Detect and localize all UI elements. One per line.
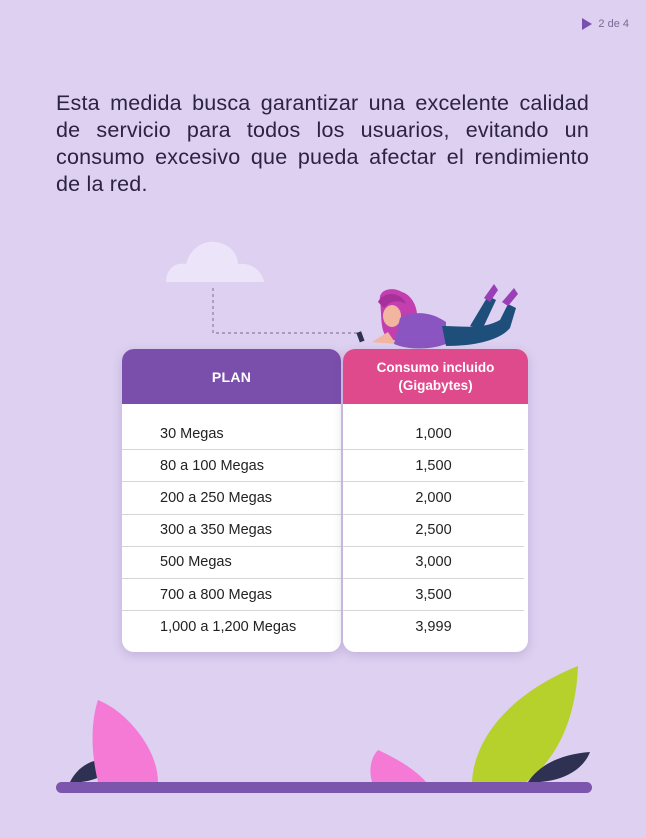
plan-cell: 1,000 a 1,200 Megas (160, 619, 297, 636)
page-indicator-text: 2 de 4 (598, 18, 629, 30)
plan-cell: 30 Megas (122, 418, 341, 450)
consumo-header: Consumo incluido (Gigabytes) (343, 349, 528, 404)
plant-left (70, 700, 158, 782)
consumo-cell: 1,500 (343, 450, 524, 482)
page-indicator (582, 18, 629, 30)
consumo-cell: 2,000 (343, 482, 524, 514)
consumo-cell: 3,000 (343, 547, 524, 579)
plan-cell: 200 a 250 Megas (122, 482, 341, 514)
cloud-icon (166, 242, 264, 282)
woman-illustration (356, 284, 518, 349)
play-icon[interactable] (582, 18, 592, 30)
consumo-cell: 3,999 (415, 619, 452, 636)
plan-cell: 300 a 350 Megas (122, 515, 341, 547)
consumo-column (343, 349, 528, 652)
ground-bar (56, 782, 592, 793)
plan-cell: 80 a 100 Megas (122, 450, 341, 482)
consumo-rows (343, 404, 528, 643)
plan-header: PLAN (122, 349, 341, 404)
plan-cell: 700 a 800 Megas (122, 579, 341, 611)
plan-cell: 500 Megas (122, 547, 341, 579)
plan-column (122, 349, 341, 652)
intro-paragraph: Esta medida busca garantizar una excelente calidad de servicio para todos los usuarios, evitando un consumo excesivo que pueda afectar el rendimiento de la red. (56, 91, 589, 196)
plant-right (370, 666, 590, 782)
dotted-connector (213, 288, 360, 333)
consumo-cell: 3,500 (343, 579, 524, 611)
consumo-cell: 2,500 (343, 515, 524, 547)
consumption-table (122, 349, 528, 652)
plan-rows (122, 404, 341, 643)
consumo-cell: 1,000 (343, 418, 524, 450)
